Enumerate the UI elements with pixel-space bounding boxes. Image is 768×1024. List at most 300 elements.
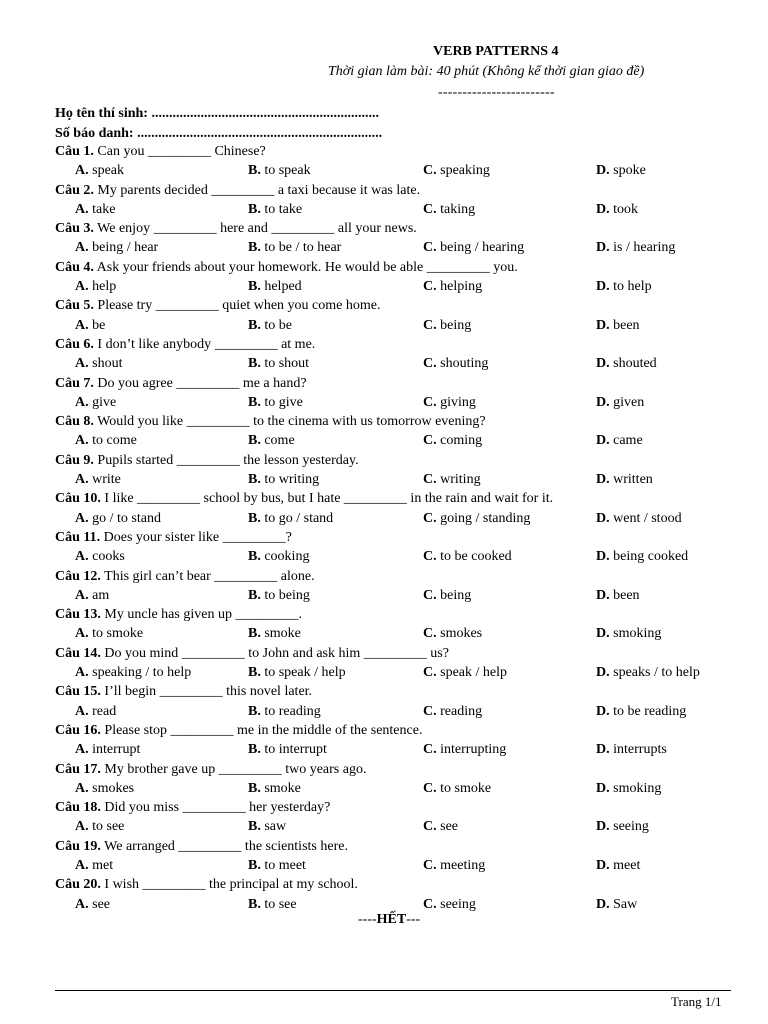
question-text: I wish _________ the principal at my school. — [100, 877, 358, 893]
option-letter: C. — [423, 549, 437, 565]
option-text: to meet — [264, 857, 306, 873]
question-item — [55, 760, 735, 799]
answer-option-d — [596, 393, 644, 412]
answer-option-c — [423, 316, 471, 335]
option-text: been — [613, 317, 640, 333]
question-text: Can you _________ Chinese? — [93, 144, 266, 159]
question-text: Ask your friends about your homework. He would be able _________ you. — [93, 259, 518, 275]
option-letter: D. — [596, 472, 610, 488]
option-letter: D. — [596, 665, 610, 681]
answer-options — [55, 509, 735, 528]
question-text: Do you agree _________ me a hand? — [93, 375, 307, 391]
option-letter: D. — [596, 240, 610, 256]
option-text: be — [92, 317, 106, 333]
option-letter: A. — [75, 819, 89, 835]
question-number: Câu 16. — [55, 722, 101, 738]
question-text: My uncle has given up _________. — [100, 607, 302, 623]
question-number: Câu 10. — [55, 491, 101, 507]
option-text: to speak — [264, 163, 311, 179]
answer-option-d — [596, 663, 700, 682]
answer-option-a — [75, 586, 109, 605]
answer-option-d — [596, 509, 682, 528]
option-text: see — [92, 896, 111, 912]
option-letter: B. — [248, 626, 261, 642]
option-letter: C. — [423, 356, 437, 372]
answer-option-a — [75, 895, 110, 914]
option-letter: D. — [596, 317, 610, 333]
option-text: to see — [264, 896, 297, 912]
option-text: taking — [440, 201, 476, 217]
question-number: Câu 13. — [55, 607, 101, 623]
answer-option-a — [75, 547, 125, 566]
question-stem — [55, 798, 735, 817]
question-number: Câu 14. — [55, 645, 101, 661]
option-text: smoke — [264, 626, 301, 642]
option-letter: B. — [248, 163, 261, 179]
option-letter: B. — [248, 819, 261, 835]
option-letter: B. — [248, 201, 261, 217]
question-text: Please stop _________ me in the middle of the sentence. — [100, 722, 423, 738]
answer-option-b — [248, 277, 302, 296]
question-text: I like _________ school by bus, but I hate _________ in the rain and wait for it. — [100, 491, 554, 507]
option-letter: B. — [248, 279, 261, 295]
end-mark-suffix: --- — [406, 912, 421, 927]
answer-options — [55, 547, 735, 566]
option-letter: D. — [596, 819, 610, 835]
option-letter: B. — [248, 549, 261, 565]
option-letter: D. — [596, 510, 610, 526]
option-text: to shout — [264, 356, 310, 372]
option-text: speaks / to help — [613, 665, 700, 681]
option-letter: B. — [248, 896, 261, 912]
option-text: shouted — [613, 356, 657, 372]
question-number: Câu 9. — [55, 452, 94, 468]
answer-option-d — [596, 431, 643, 450]
answer-options — [55, 470, 735, 489]
option-text: give — [92, 394, 117, 410]
answer-option-c — [423, 161, 490, 180]
option-text: met — [92, 857, 114, 873]
question-text: Does your sister like _________? — [100, 529, 292, 545]
option-text: interrupting — [440, 742, 507, 758]
answer-option-c — [423, 509, 530, 528]
option-text: interrupt — [92, 742, 141, 758]
answer-options — [55, 200, 735, 219]
answer-options — [55, 856, 735, 875]
end-mark-word: HẾT — [376, 912, 407, 927]
option-text: Saw — [613, 896, 638, 912]
option-text: to see — [92, 819, 125, 835]
answer-option-c — [423, 740, 506, 759]
question-number: Câu 4. — [55, 259, 94, 275]
question-item — [55, 489, 735, 528]
option-letter: B. — [248, 665, 261, 681]
answer-option-d — [596, 817, 649, 836]
question-stem — [55, 721, 735, 740]
answer-option-a — [75, 354, 122, 373]
answer-option-b — [248, 238, 341, 257]
question-number: Câu 19. — [55, 838, 101, 854]
option-text: to be reading — [613, 703, 687, 719]
option-letter: B. — [248, 742, 261, 758]
answer-option-a — [75, 663, 191, 682]
option-text: to take — [264, 201, 303, 217]
question-stem — [55, 489, 735, 508]
answer-option-d — [596, 316, 640, 335]
answer-option-c — [423, 663, 507, 682]
answer-option-b — [248, 663, 346, 682]
option-text: being / hear — [92, 240, 159, 256]
answer-option-c — [423, 779, 491, 798]
option-letter: B. — [248, 587, 261, 603]
footer-divider — [55, 990, 731, 991]
answer-option-a — [75, 702, 116, 721]
option-letter: A. — [75, 896, 89, 912]
question-stem — [55, 605, 735, 624]
option-text: smoking — [613, 780, 662, 796]
question-stem — [55, 451, 735, 470]
option-text: helped — [264, 279, 302, 295]
answer-option-c — [423, 470, 481, 489]
answer-option-c — [423, 200, 475, 219]
option-text: write — [92, 472, 121, 488]
document-title: VERB PATTERNS 4 — [433, 44, 559, 59]
answer-option-a — [75, 393, 116, 412]
question-number: Câu 2. — [55, 182, 94, 198]
option-text: going / standing — [440, 510, 531, 526]
answer-option-d — [596, 354, 657, 373]
option-text: meeting — [440, 857, 486, 873]
question-item — [55, 374, 735, 413]
question-stem — [55, 682, 735, 701]
answer-option-b — [248, 547, 309, 566]
option-text: speaking — [440, 163, 490, 179]
option-text: to be cooked — [440, 549, 512, 565]
question-number: Câu 11. — [55, 529, 101, 545]
option-letter: C. — [423, 317, 437, 333]
option-letter: C. — [423, 665, 437, 681]
question-number: Câu 1. — [55, 144, 94, 159]
question-text: Pupils started _________ the lesson yesterday. — [93, 452, 359, 468]
option-text: came — [613, 433, 643, 449]
option-letter: D. — [596, 587, 610, 603]
answer-option-d — [596, 779, 661, 798]
option-letter: D. — [596, 201, 610, 217]
answer-option-c — [423, 817, 458, 836]
option-letter: A. — [75, 549, 89, 565]
answer-option-a — [75, 200, 115, 219]
option-letter: A. — [75, 356, 89, 372]
option-letter: A. — [75, 317, 89, 333]
answer-option-d — [596, 238, 675, 257]
question-stem — [55, 181, 735, 200]
option-letter: C. — [423, 433, 437, 449]
answer-option-d — [596, 895, 637, 914]
answer-option-a — [75, 161, 124, 180]
option-text: saw — [264, 819, 287, 835]
option-letter: C. — [423, 626, 437, 642]
answer-option-d — [596, 161, 646, 180]
answer-option-c — [423, 354, 488, 373]
question-list — [55, 142, 735, 914]
option-letter: C. — [423, 163, 437, 179]
option-letter: C. — [423, 742, 437, 758]
header-divider: ------------------------ — [438, 85, 555, 100]
question-number: Câu 15. — [55, 684, 101, 700]
option-letter: D. — [596, 549, 610, 565]
option-text: went / stood — [613, 510, 682, 526]
answer-option-d — [596, 470, 653, 489]
answer-options — [55, 238, 735, 257]
option-letter: A. — [75, 201, 89, 217]
option-text: shouting — [440, 356, 489, 372]
answer-option-b — [248, 895, 297, 914]
question-item — [55, 296, 735, 335]
option-text: cooks — [92, 549, 125, 565]
answer-option-b — [248, 586, 310, 605]
option-text: to smoke — [440, 780, 492, 796]
candidate-info — [55, 104, 382, 143]
question-item — [55, 875, 735, 914]
question-item — [55, 335, 735, 374]
option-text: smokes — [92, 780, 135, 796]
end-mark — [358, 910, 420, 929]
option-letter: C. — [423, 201, 437, 217]
option-letter: A. — [75, 742, 89, 758]
option-text: go / to stand — [92, 510, 161, 526]
answer-options — [55, 277, 735, 296]
option-text: to be — [264, 317, 292, 333]
option-letter: D. — [596, 703, 610, 719]
question-text: This girl can’t bear _________ alone. — [100, 568, 315, 584]
option-letter: A. — [75, 163, 89, 179]
option-text: to give — [264, 394, 303, 410]
option-letter: A. — [75, 433, 89, 449]
question-item — [55, 142, 735, 181]
option-text: to speak / help — [264, 665, 346, 681]
question-item — [55, 181, 735, 220]
question-item — [55, 451, 735, 490]
answer-options — [55, 817, 735, 836]
question-item — [55, 412, 735, 451]
option-letter: A. — [75, 587, 89, 603]
answer-option-b — [248, 354, 309, 373]
question-number: Câu 12. — [55, 568, 101, 584]
option-text: helping — [440, 279, 483, 295]
question-text: We arranged _________ the scientists here. — [100, 838, 348, 854]
option-text: smoking — [613, 626, 662, 642]
option-text: coming — [440, 433, 483, 449]
option-text: speaking / to help — [92, 665, 192, 681]
question-item — [55, 567, 735, 606]
answer-option-a — [75, 817, 124, 836]
option-text: being / hearing — [440, 240, 525, 256]
option-text: being cooked — [613, 549, 689, 565]
option-text: written — [613, 472, 653, 488]
answer-option-c — [423, 238, 524, 257]
question-text: My brother gave up _________ two years ago. — [100, 761, 367, 777]
answer-option-b — [248, 817, 286, 836]
question-number: Câu 18. — [55, 800, 101, 816]
answer-option-a — [75, 238, 158, 257]
question-stem — [55, 837, 735, 856]
option-letter: C. — [423, 587, 437, 603]
option-text: writing — [440, 472, 481, 488]
answer-option-b — [248, 624, 301, 643]
question-stem — [55, 142, 735, 161]
option-letter: B. — [248, 240, 261, 256]
answer-options — [55, 702, 735, 721]
option-letter: B. — [248, 703, 261, 719]
option-letter: C. — [423, 703, 437, 719]
question-stem — [55, 374, 735, 393]
answer-option-b — [248, 161, 311, 180]
answer-options — [55, 316, 735, 335]
candidate-number-field: Số báo danh: ...................................................................... — [55, 125, 383, 141]
question-number: Câu 7. — [55, 375, 94, 391]
question-item — [55, 605, 735, 644]
answer-option-c — [423, 702, 482, 721]
answer-options — [55, 624, 735, 643]
option-letter: B. — [248, 510, 261, 526]
answer-option-b — [248, 509, 333, 528]
question-item — [55, 837, 735, 876]
option-letter: D. — [596, 394, 610, 410]
question-number: Câu 8. — [55, 414, 94, 430]
option-letter: A. — [75, 780, 89, 796]
option-letter: D. — [596, 433, 610, 449]
answer-option-c — [423, 586, 471, 605]
option-letter: C. — [423, 279, 437, 295]
option-text: being — [440, 317, 472, 333]
question-number: Câu 20. — [55, 877, 101, 893]
option-letter: A. — [75, 665, 89, 681]
option-letter: C. — [423, 896, 437, 912]
option-letter: B. — [248, 394, 261, 410]
option-text: see — [440, 819, 459, 835]
option-text: shout — [92, 356, 123, 372]
answer-option-c — [423, 393, 476, 412]
option-letter: A. — [75, 472, 89, 488]
option-letter: C. — [423, 857, 437, 873]
answer-option-c — [423, 431, 482, 450]
option-text: to help — [613, 279, 652, 295]
question-stem — [55, 412, 735, 431]
option-letter: C. — [423, 510, 437, 526]
option-text: speak — [92, 163, 125, 179]
answer-options — [55, 779, 735, 798]
option-text: seeing — [440, 896, 476, 912]
answer-options — [55, 393, 735, 412]
question-stem — [55, 528, 735, 547]
option-letter: C. — [423, 819, 437, 835]
answer-option-d — [596, 624, 661, 643]
option-text: to interrupt — [264, 742, 327, 758]
answer-option-a — [75, 740, 140, 759]
option-letter: B. — [248, 356, 261, 372]
question-stem — [55, 296, 735, 315]
option-text: to reading — [264, 703, 321, 719]
answer-option-a — [75, 779, 134, 798]
answer-option-d — [596, 856, 640, 875]
answer-option-a — [75, 856, 113, 875]
option-letter: C. — [423, 240, 437, 256]
answer-option-a — [75, 509, 161, 528]
question-stem — [55, 760, 735, 779]
answer-options — [55, 740, 735, 759]
answer-option-d — [596, 740, 667, 759]
question-number: Câu 17. — [55, 761, 101, 777]
option-text: speak / help — [440, 665, 507, 681]
end-mark-prefix: ---- — [358, 912, 377, 927]
option-text: to come — [92, 433, 137, 449]
question-number: Câu 3. — [55, 221, 94, 237]
answer-options — [55, 161, 735, 180]
option-letter: A. — [75, 626, 89, 642]
option-letter: C. — [423, 472, 437, 488]
option-letter: B. — [248, 433, 261, 449]
candidate-name-field: Họ tên thí sinh: ................................................................. — [55, 106, 379, 121]
question-text: We enjoy _________ here and _________ all your news. — [93, 221, 417, 237]
answer-option-d — [596, 547, 688, 566]
option-text: take — [92, 201, 116, 217]
answer-options — [55, 431, 735, 450]
question-stem — [55, 875, 735, 894]
question-item — [55, 644, 735, 683]
option-letter: D. — [596, 626, 610, 642]
option-letter: A. — [75, 279, 89, 295]
question-text: Please try _________ quiet when you come home. — [93, 298, 381, 314]
option-text: to writing — [264, 472, 320, 488]
option-letter: B. — [248, 317, 261, 333]
option-letter: A. — [75, 703, 89, 719]
option-text: given — [613, 394, 645, 410]
option-letter: D. — [596, 279, 610, 295]
answer-option-c — [423, 856, 485, 875]
question-text: I don’t like anybody _________ at me. — [93, 336, 316, 352]
option-text: giving — [440, 394, 476, 410]
answer-option-d — [596, 586, 640, 605]
question-text: Did you miss _________ her yesterday? — [100, 800, 331, 816]
option-letter: A. — [75, 240, 89, 256]
option-text: am — [92, 587, 110, 603]
option-text: meet — [613, 857, 641, 873]
answer-option-b — [248, 740, 327, 759]
question-number: Câu 5. — [55, 298, 94, 314]
option-letter: D. — [596, 163, 610, 179]
option-text: come — [264, 433, 295, 449]
answer-option-b — [248, 431, 295, 450]
page-number: Trang 1/1 — [671, 994, 722, 1009]
option-text: took — [613, 201, 639, 217]
option-letter: D. — [596, 742, 610, 758]
question-number: Câu 6. — [55, 336, 94, 352]
question-stem — [55, 567, 735, 586]
question-item — [55, 682, 735, 721]
answer-options — [55, 354, 735, 373]
answer-option-b — [248, 856, 306, 875]
option-text: interrupts — [613, 742, 667, 758]
question-stem — [55, 219, 735, 238]
option-text: spoke — [613, 163, 646, 179]
question-stem — [55, 335, 735, 354]
option-letter: D. — [596, 356, 610, 372]
option-text: to smoke — [92, 626, 144, 642]
option-text: being — [440, 587, 472, 603]
answer-option-c — [423, 277, 482, 296]
option-text: read — [92, 703, 117, 719]
question-item — [55, 528, 735, 567]
